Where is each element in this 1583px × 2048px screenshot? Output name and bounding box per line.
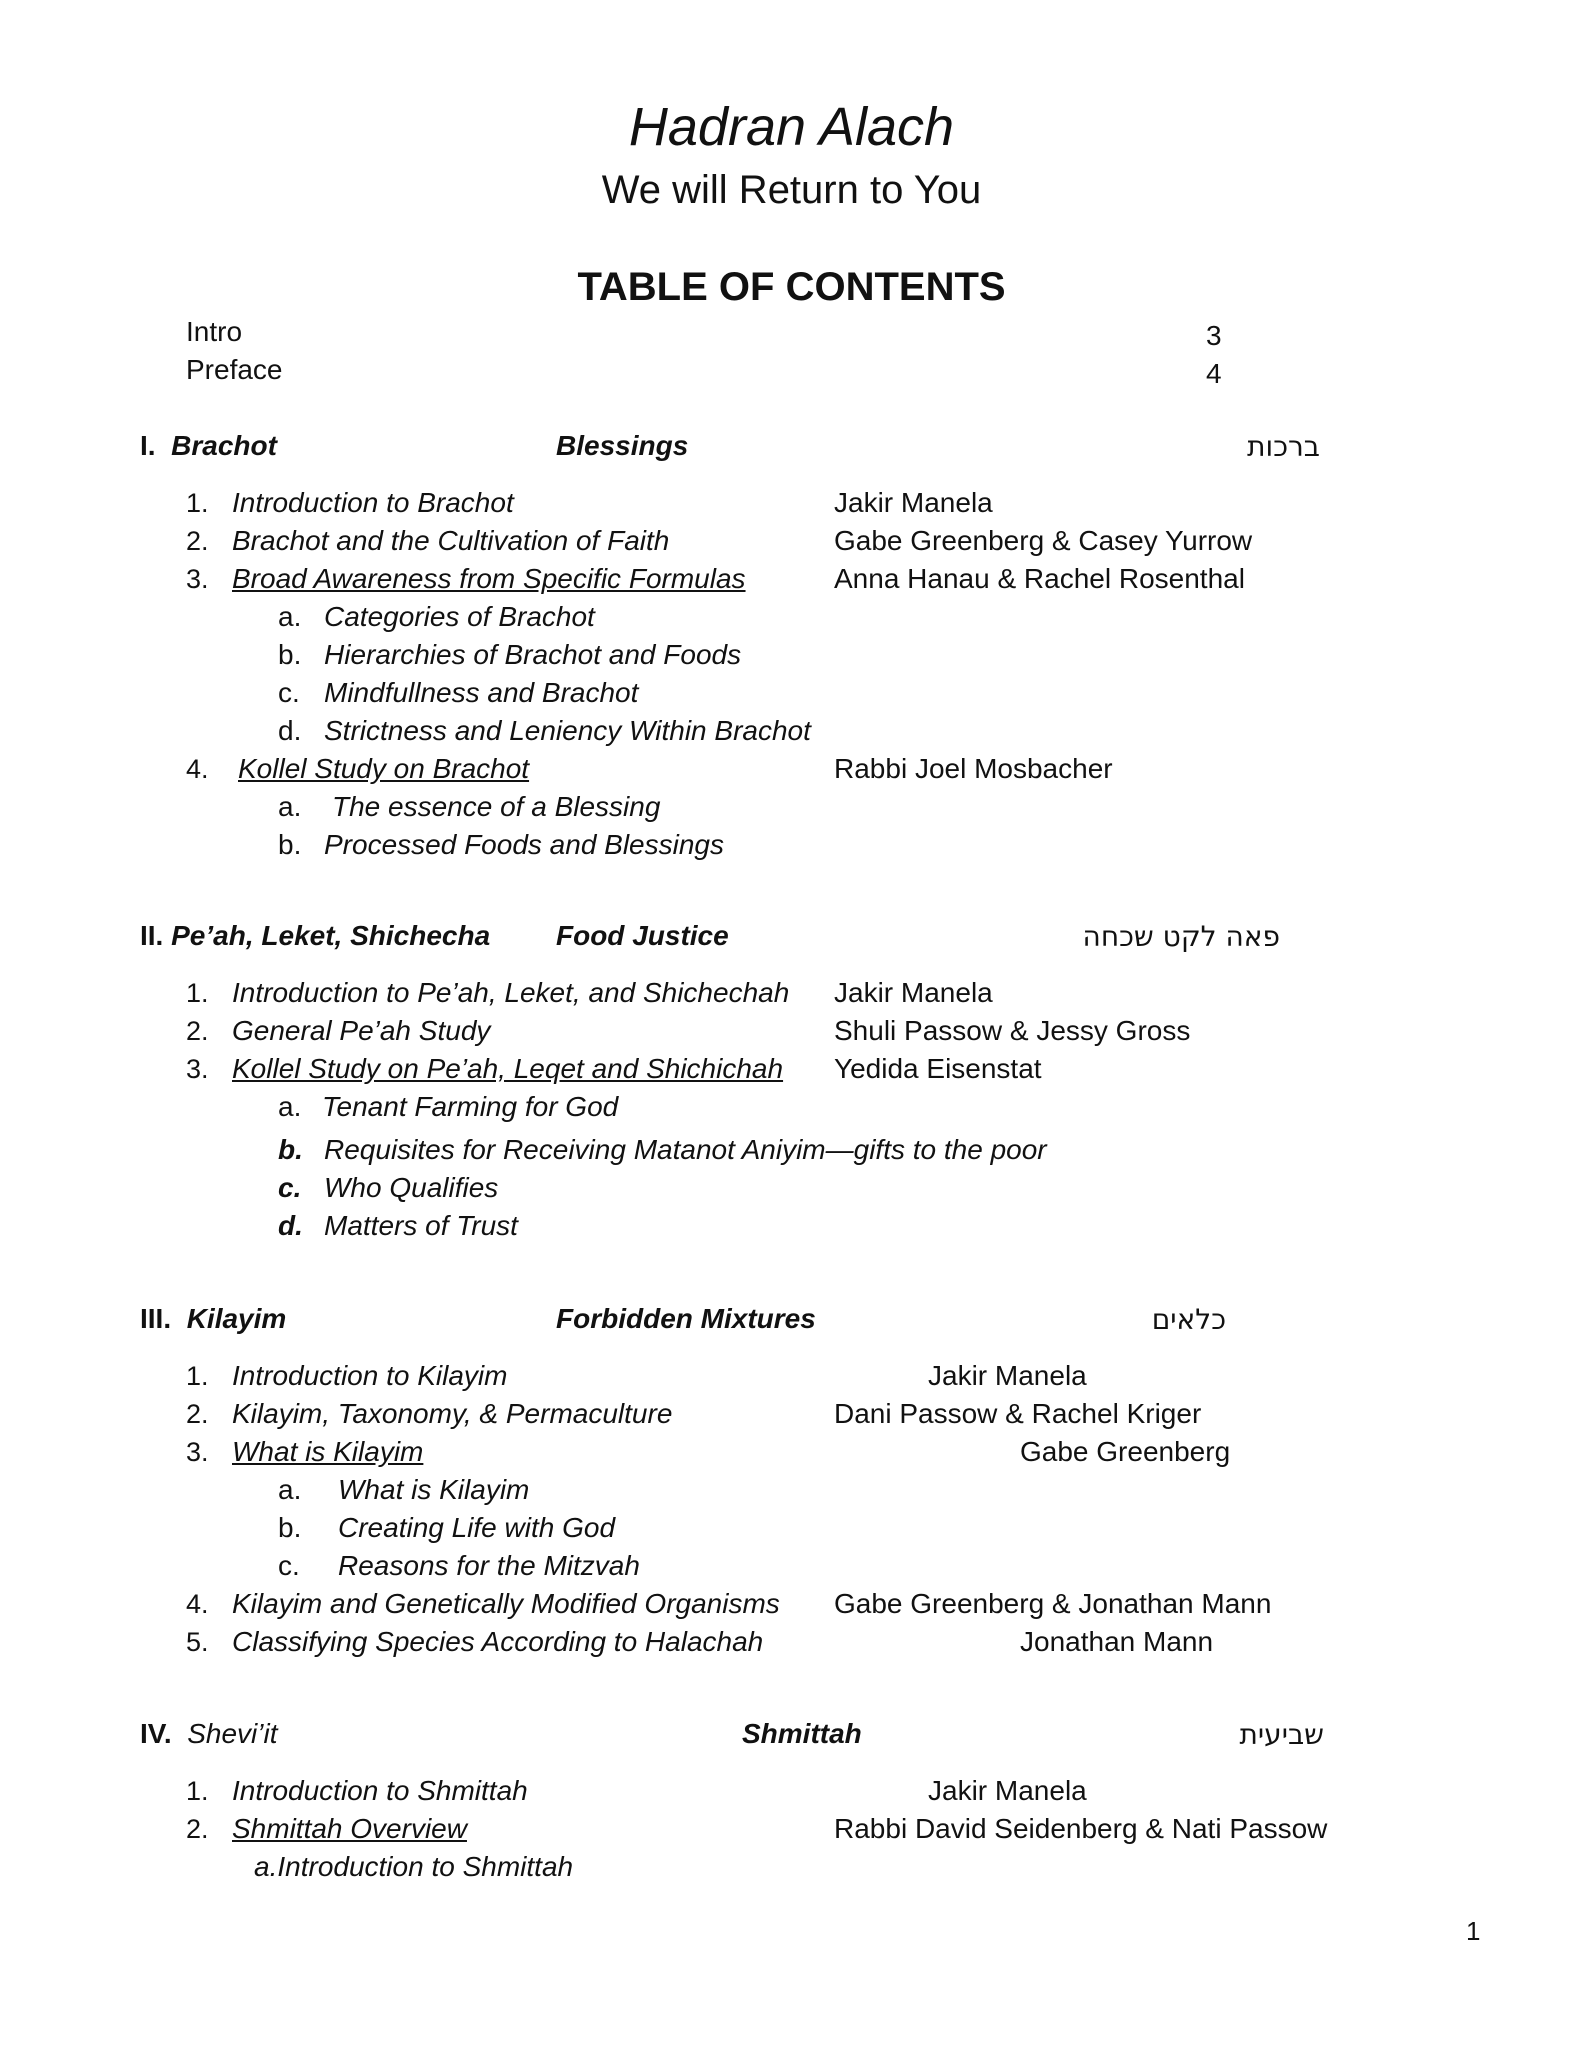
subitem-letter: a. [254, 1851, 278, 1882]
section-name: Kilayim [186, 1303, 287, 1334]
section-english-name: Shmittah [742, 1718, 862, 1749]
subitem-letter: d. [278, 1210, 303, 1241]
section-hebrew-name: ברכות [1247, 430, 1320, 463]
item-title: General Pe’ah Study [232, 1015, 491, 1046]
subitem-letter: c. [278, 1550, 300, 1581]
item-author: Yedida Eisenstat [834, 1053, 1042, 1084]
subitem-title: Processed Foods and Blessings [324, 829, 724, 860]
subitem-title: Creating Life with God [338, 1512, 616, 1543]
section-hebrew-name: פאה לקט שכחה [1082, 920, 1280, 953]
item-number: 1. [186, 1776, 209, 1806]
item-author: Gabe Greenberg & Casey Yurrow [834, 525, 1253, 556]
section-heading [140, 1720, 278, 1748]
item-author: Jakir Manela [834, 487, 993, 518]
section-name: Brachot [171, 430, 277, 461]
item-number: 3. [186, 1437, 209, 1467]
item-author: Shuli Passow & Jessy Gross [834, 1015, 1191, 1046]
item-number: 3. [186, 1054, 209, 1084]
item-title: Introduction to Brachot [232, 487, 514, 518]
item-number: 3. [186, 564, 209, 594]
item-number: 4. [186, 754, 209, 784]
front-matter-label: Preface [186, 354, 283, 385]
section-heading [140, 1305, 286, 1333]
item-number: 2. [186, 526, 209, 556]
item-number: 5. [186, 1627, 209, 1657]
subitem-letter: b. [278, 829, 302, 860]
subitem-title: What is Kilayim [338, 1474, 530, 1505]
item-author: Jonathan Mann [1020, 1626, 1214, 1657]
item-author: Gabe Greenberg [1020, 1436, 1231, 1467]
item-title: Classifying Species According to Halachah [232, 1626, 764, 1657]
item-title: Kollel Study on Brachot [238, 753, 530, 784]
item-number: 2. [186, 1016, 209, 1046]
item-title: Kollel Study on Pe’ah, Leqet and Shichichah [232, 1053, 784, 1084]
subitem-title: Strictness and Leniency Within Brachot [324, 715, 811, 746]
item-title: Introduction to Shmittah [232, 1775, 528, 1806]
subitem-title: The essence of a Blessing [332, 791, 661, 822]
item-number: 1. [186, 978, 209, 1008]
front-matter-label: Intro [186, 316, 243, 347]
item-number: 2. [186, 1399, 209, 1429]
item-title: Kilayim and Genetically Modified Organisms [232, 1588, 780, 1619]
item-title: What is Kilayim [232, 1436, 424, 1467]
front-matter-page: 4 [1206, 358, 1222, 389]
subitem-title: Hierarchies of Brachot and Foods [324, 639, 742, 670]
item-number: 1. [186, 488, 209, 518]
section-name: Shevi’it [187, 1718, 278, 1749]
item-author: Jakir Manela [928, 1775, 1087, 1806]
item-number: 1. [186, 1361, 209, 1391]
item-title: Shmittah Overview [232, 1813, 467, 1844]
subitem-title: Requisites for Receiving Matanot Aniyim—gifts to the poor [324, 1134, 1047, 1165]
section-numeral: II. [140, 920, 164, 951]
item-number: 2. [186, 1814, 209, 1844]
item-author: Rabbi David Seidenberg & Nati Passow [834, 1813, 1328, 1844]
subitem-letter: c. [278, 1172, 302, 1203]
item-title: Introduction to Kilayim [232, 1360, 508, 1391]
item-title: Kilayim, Taxonomy, & Permaculture [232, 1398, 673, 1429]
section-name: Pe’ah, Leket, Shichecha [171, 920, 491, 951]
item-author: Jakir Manela [834, 977, 993, 1008]
page-number: 1 [1466, 1916, 1481, 1946]
section-english-name: Forbidden Mixtures [556, 1303, 816, 1334]
subitem-letter: d. [278, 715, 302, 746]
item-title: Brachot and the Cultivation of Faith [232, 525, 670, 556]
subitem-title: Who Qualifies [324, 1172, 499, 1203]
section-numeral: IV. [140, 1718, 172, 1749]
subitem-title: Introduction to Shmittah [277, 1851, 574, 1882]
toc-heading: TABLE OF CONTENTS [577, 265, 1006, 309]
front-matter-page: 3 [1206, 320, 1222, 351]
subitem-letter: b. [278, 1134, 303, 1165]
subitem-letter: c. [278, 677, 300, 708]
item-author: Anna Hanau & Rachel Rosenthal [834, 563, 1245, 594]
document-title: Hadran Alach [628, 97, 955, 157]
item-author: Dani Passow & Rachel Kriger [834, 1398, 1202, 1429]
section-hebrew-name: שביעית [1239, 1718, 1324, 1751]
subitem-title: Categories of Brachot [324, 601, 595, 632]
item-author: Gabe Greenberg & Jonathan Mann [834, 1588, 1272, 1619]
section-numeral: I. [140, 430, 156, 461]
document-subtitle: We will Return to You [601, 168, 982, 212]
section-hebrew-name: כלאים [1151, 1303, 1226, 1336]
subitem-letter: a. [278, 791, 302, 822]
subitem [254, 1853, 573, 1881]
item-author: Jakir Manela [928, 1360, 1087, 1391]
item-number: 4. [186, 1589, 209, 1619]
subitem-letter: b. [278, 639, 302, 670]
item-title: Introduction to Pe’ah, Leket, and Shichechah [232, 977, 790, 1008]
section-english-name: Blessings [556, 430, 689, 461]
subitem-letter: a. [278, 1474, 302, 1505]
section-numeral: III. [140, 1303, 172, 1334]
subitem-letter: b. [278, 1512, 302, 1543]
item-author: Rabbi Joel Mosbacher [834, 753, 1113, 784]
subitem-title: Reasons for the Mitzvah [338, 1550, 640, 1581]
subitem-letter: a. [278, 601, 302, 632]
section-heading [140, 922, 490, 950]
subitem-letter: a. [278, 1091, 302, 1122]
subitem-title: Mindfullness and Brachot [324, 677, 639, 708]
section-english-name: Food Justice [556, 920, 729, 951]
subitem-title: Matters of Trust [324, 1210, 518, 1241]
section-heading [140, 432, 277, 460]
subitem-title: Tenant Farming for God [322, 1091, 619, 1122]
item-title: Broad Awareness from Specific Formulas [232, 563, 746, 594]
